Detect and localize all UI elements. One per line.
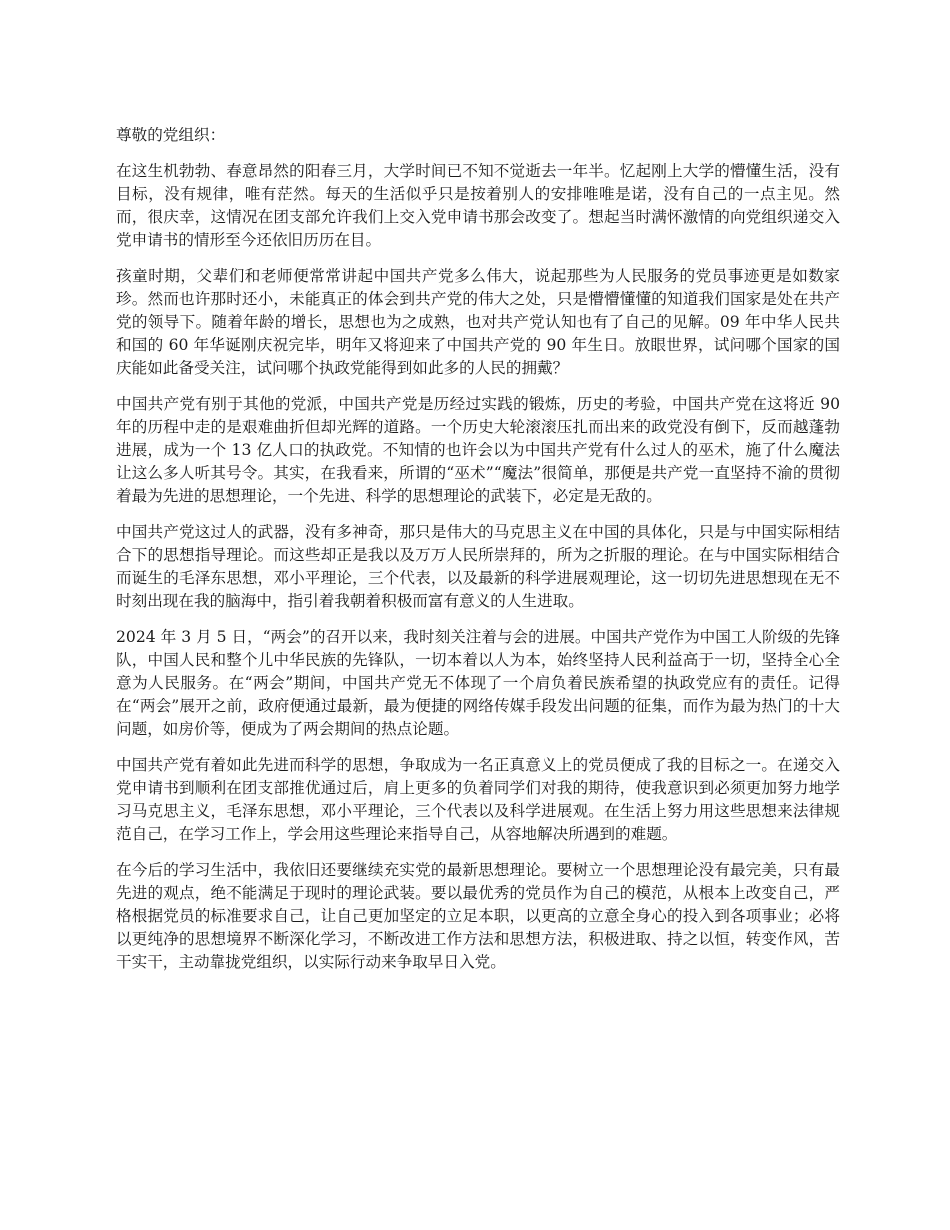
paragraph-3: 中国共产党有别于其他的党派，中国共产党是历经过实践的锻炼，历史的考验，中国共产党在这将近 90 年的历程中走的是艰难曲折但却光辉的道路。一个历史大轮滚滚压扎而出来的政党没有倒下，反而越蓬勃进展，成为一个 13 亿人口的执政党。不知情的也许会以为中国共产党有什么过人的巫术，施了什么魔法让这么多人听其号令。其实，在我看来，所谓的“巫术”“魔法”很简单，那便是共产党一直坚持不渝的贯彻着最为先进的思想理论，一个先进、科学的思想理论的武装下，必定是无敌的。 (116, 395, 840, 505)
paragraph-5: 2024 年 3 月 5 日，“两会”的召开以来，我时刻关注着与会的进展。中国共产党作为中国工人阶级的先锋队，中国人民和整个儿中华民族的先锋队，一切本着以人为本，始终坚持人民利益高于一切，坚持全心全意为人民服务。在“两会”期间，中国共产党无不体现了一个肩负着民族希望的执政党应有的责任。记得在“两会”展开之前，政府便通过最新，最为便捷的网络传媒手段发出问题的征集，而作为最为热门的十大问题，如房价等，便成为了两会期间的热点论题。 (116, 628, 841, 738)
paragraph-6: 中国共产党有着如此先进而科学的思想，争取成为一名正真意义上的党员便成了我的目标之一。在递交入党申请书到顺利在团支部推优通过后，肩上更多的负着同学们对我的期待，使我意识到必须更加努力地学习马克思主义，毛泽东思想，邓小平理论，三个代表以及科学进展观。在生活上努力用这些思想来法律规范自己，在学习工作上，学会用这些理论来指导自己，从容地解决所遇到的难题。 (116, 756, 840, 843)
paragraph-4: 中国共产党这过人的武器，没有多神奇，那只是伟大的马克思主义在中国的具体化，只是与中国实际相结合下的思想指导理论。而这些却正是我以及万万人民所崇拜的，所为之折服的理论。在与中国实际相结合而诞生的毛泽东思想，邓小平理论，三个代表，以及最新的科学进展观理论，这一切切先进思想现在无不时刻出现在我的脑海中，指引着我朝着积极而富有意义的人生进取。 (116, 523, 840, 610)
paragraph-1: 在这生机勃勃、春意昂然的阳春三月，大学时间已不知不觉逝去一年半。忆起刚上大学的懵懂生活，没有目标，没有规律，唯有茫然。每天的生活似乎只是按着别人的安排唯唯是诺，没有自己的一点主见。然而，很庆幸，这情况在团支部允许我们上交入党申请书那会改变了。想起当时满怀激情的向党组织递交入党申请书的情形至今还依旧历历在目。 (116, 162, 840, 249)
salutation: 尊敬的党组织： (116, 126, 226, 144)
paragraph-7: 在今后的学习生活中，我依旧还要继续充实党的最新思想理论。要树立一个思想理论没有最完美，只有最先进的观点，绝不能满足于现时的理论武装。要以最优秀的党员作为自己的模范，从根本上改变自己，严格根据党员的标准要求自己，让自己更加坚定的立足本职，以更高的立意全身心的投入到各项事业；必将以更纯净的思想境界不断深化学习，不断改进工作方法和思想方法，积极进取、持之以恒，转变作风，苦干实干，主动靠拢党组织，以实际行动来争取早日入党。 (116, 861, 840, 971)
document-page (116, 124, 840, 987)
paragraph-2: 孩童时期，父辈们和老师便常常讲起中国共产党多么伟大，说起那些为人民服务的党员事迹更是如数家珍。然而也许那时还小，未能真正的体会到共产党的伟大之处，只是懵懵懂懂的知道我们国家是处在共产党的领导下。随着年龄的增长，思想也为之成熟，也对共产党认知也有了自己的见解。09 年中华人民共和国的 60 年华诞刚庆祝完毕，明年又将迎来了中国共产党的 90 年生日。放眼世界，试问哪个国家的国庆能如此备受关注，试问哪个执政党能得到如此多的人民的拥戴？ (116, 267, 840, 377)
